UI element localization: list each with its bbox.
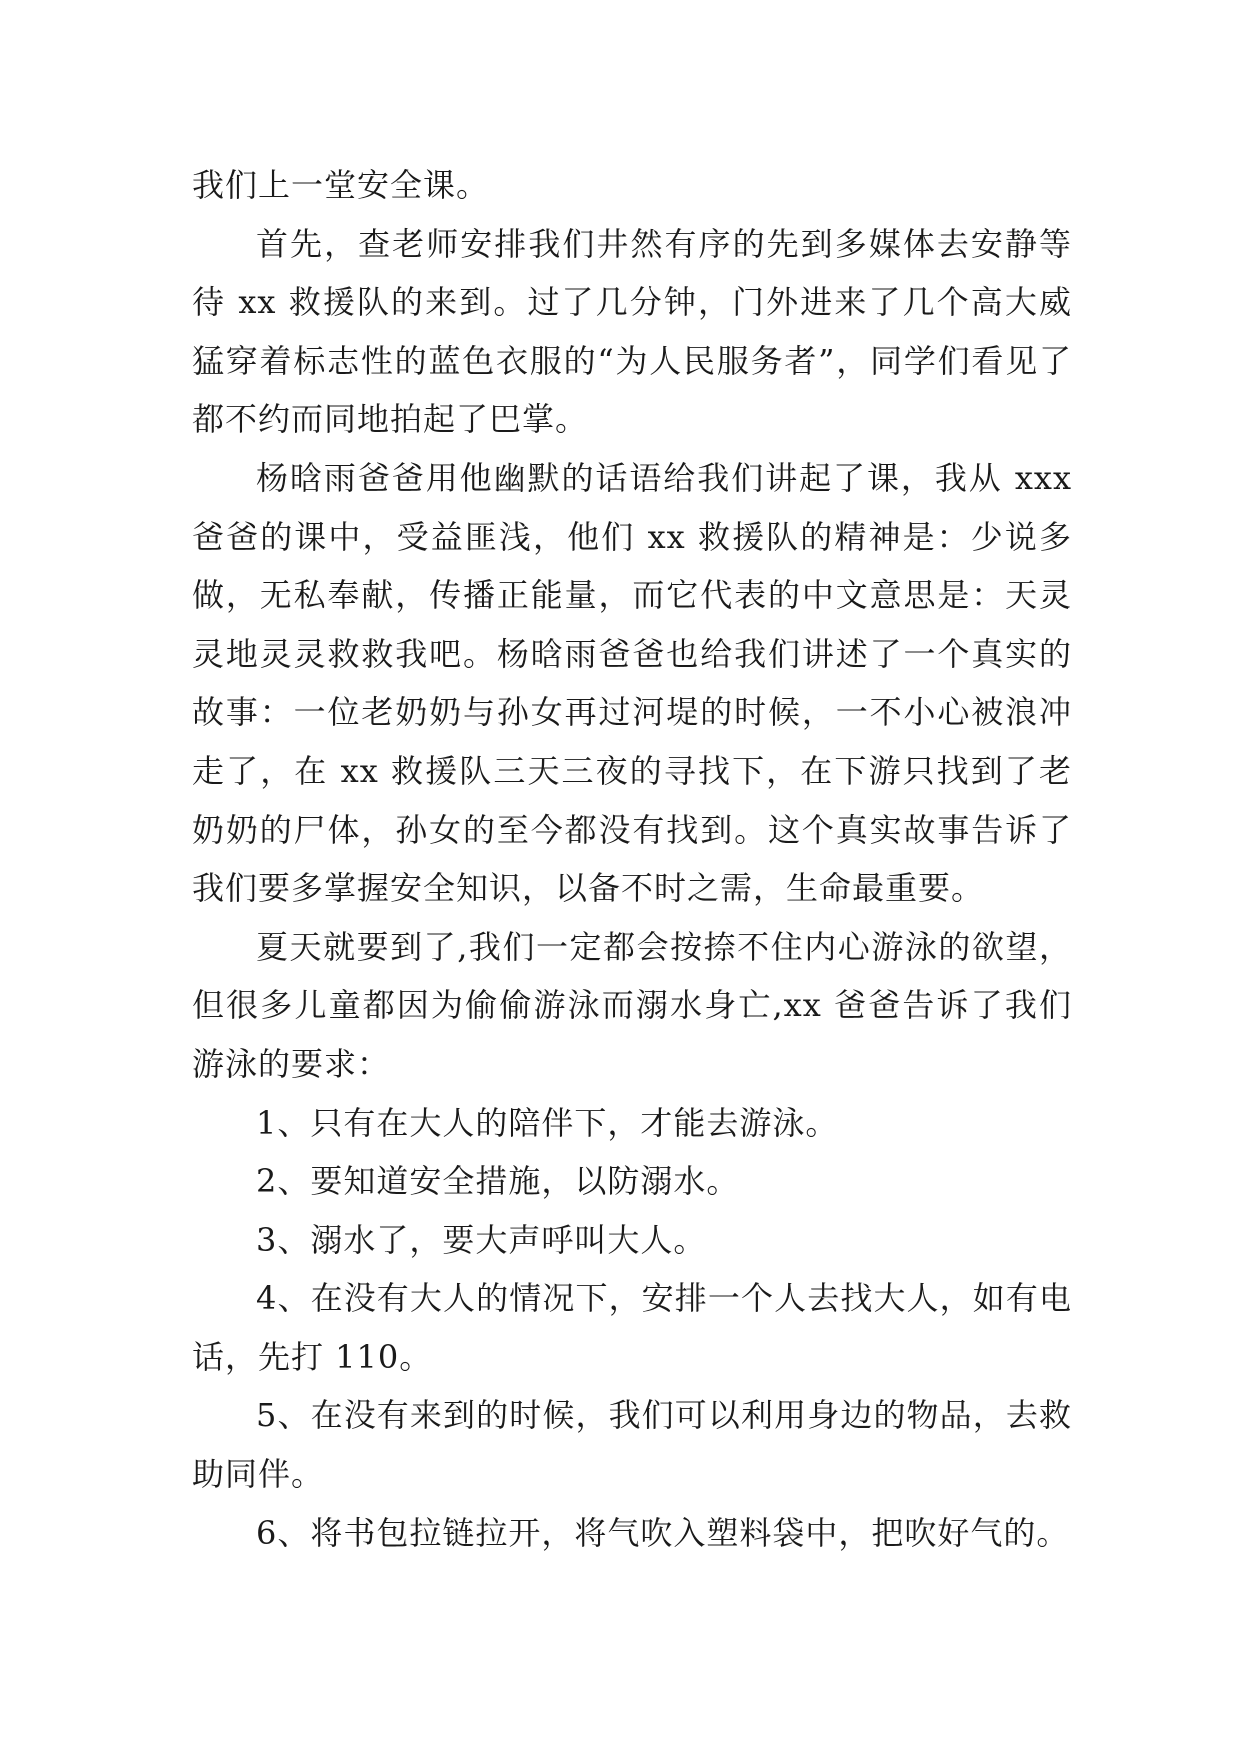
paragraph-arrival: 首先，查老师安排我们井然有序的先到多媒体去安静等待 xx 救援队的来到。过了几分钟，门外进来了几个高大威猛穿着标志性的蓝色衣服的“为人民服务者”，同学们看见了都不约而同地拍起了巴掌。 [192, 224, 1072, 439]
list-item-rule-4: 4、在没有大人的情况下，安排一个人去找大人，如有电话，先打 110。 [192, 1279, 1072, 1376]
list-item-rule-5: 5、在没有来到的时候，我们可以利用身边的物品，去救助同伴。 [192, 1396, 1072, 1494]
list-item-rule-6: 6、将书包拉链拉开，将气吹入塑料袋中，把吹好气的。 [256, 1513, 1070, 1552]
document-body [192, 156, 1072, 1562]
paragraph-summer: 夏天就要到了,我们一定都会按捺不住内心游泳的欲望，但很多儿童都因为偷偷游泳而溺水身亡,xx 爸爸告诉了我们游泳的要求： [192, 927, 1072, 1083]
list-item-rule-3: 3、溺水了，要大声呼叫大人。 [256, 1220, 707, 1259]
list-item-rule-1: 1、只有在大人的陪伴下，才能去游泳。 [256, 1103, 839, 1142]
paragraph-continuation: 我们上一堂安全课。 [192, 166, 490, 204]
list-item-rule-2: 2、要知道安全措施，以防溺水。 [256, 1162, 740, 1201]
paragraph-lesson: 杨晗雨爸爸用他幽默的话语给我们讲起了课，我从 xxx 爸爸的课中，受益匪浅，他们 xx 救援队的精神是：少说多做，无私奉献，传播正能量，而它代表的中文意思是：天灵灵地灵灵救救我吧。杨晗雨爸爸也给我们讲述了一个真实的故事：一位老奶奶与孙女再过河堤的时候，一不小心被浪冲走了，在 xx 救援队三天三夜的寻找下，在下游只找到了老奶奶的尸体，孙女的至今都没有找到。这个真实故事告诉了我们要多掌握安全知识，以备不时之需，生命最重要。 [192, 458, 1072, 908]
